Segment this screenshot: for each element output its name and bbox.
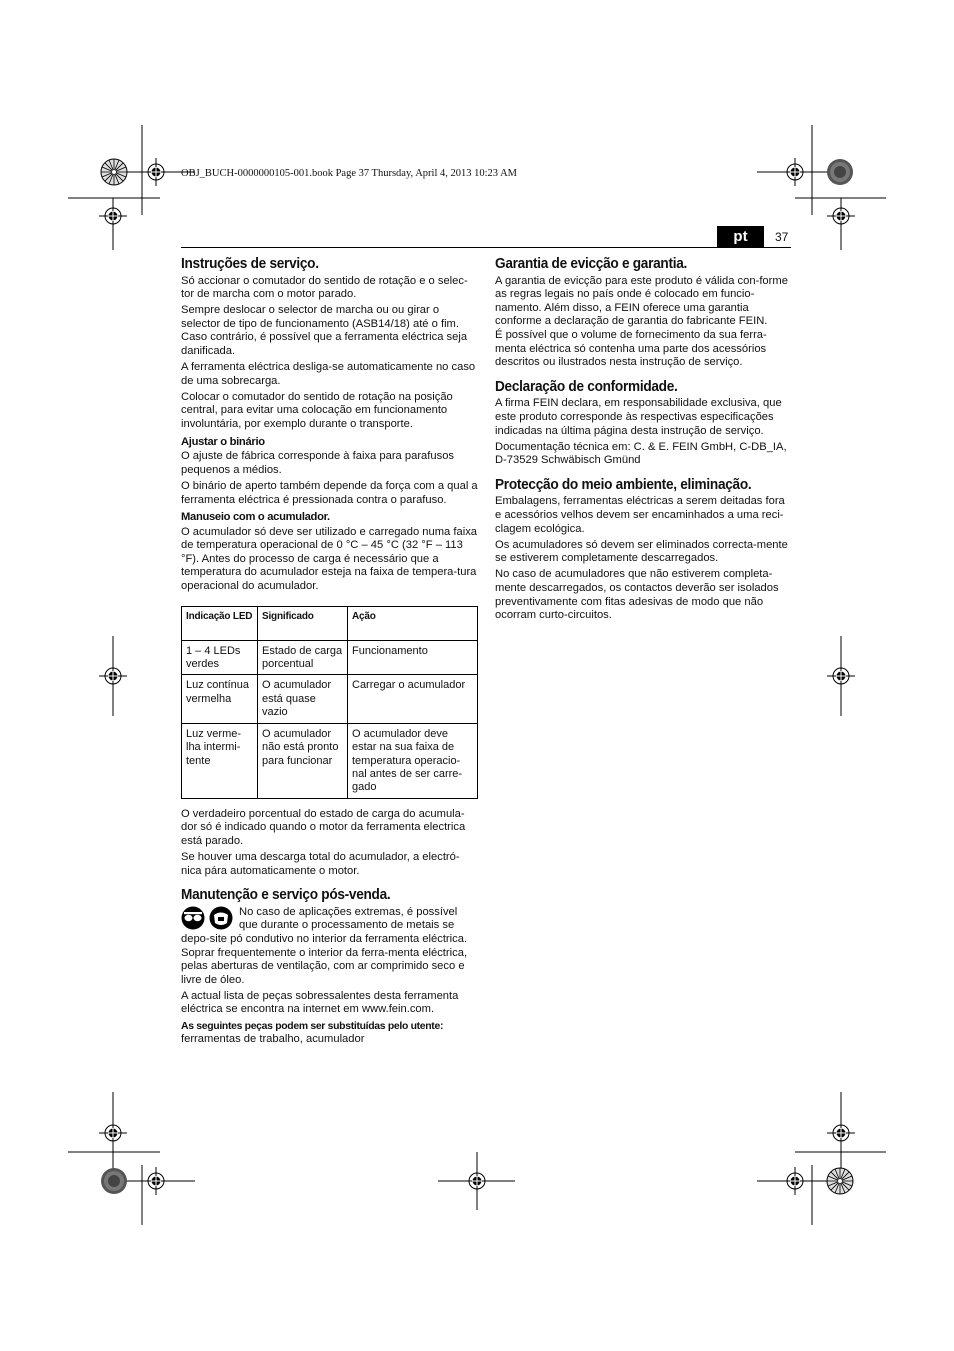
paragraph: Embalagens, ferramentas eléctricas a serem deitadas fora e acessórios velhos devem ser encaminhados a uma reci-clagem ecológica. — [495, 495, 785, 535]
table-cell: O acumulador deve estar na sua faixa de temperatura operacio-nal antes de ser carre-gado — [348, 723, 478, 798]
table-cell: Luz verme-lha intermi-tente — [182, 723, 258, 798]
paragraph: Os acumuladores só devem ser eliminados correcta-mente se estiverem completamente descarregados. — [495, 538, 788, 565]
paragraph: O acumulador só deve ser utilizado e carregado numa faixa de temperatura operacional de 0 °C – 45 °C (32 °F – 113 °F). Antes do processo de carga é necessário que a temperatura do acumulador esteja na faixa de tempera-tura operacional do acumulador. — [181, 525, 478, 593]
paragraph: Documentação técnica em: C. & E. FEIN GmbH, C-DB_IA, D-73529 Schwäbisch Gmünd — [495, 440, 787, 467]
paragraph: No caso de aplicações extremas, é possível que durante o processamento de metais se depo-site pó condutivo no interior da ferramenta eléctrica. Soprar frequentemente o interior da ferra-menta eléctrica, pelas aberturas de ventilação, com ar comprimido seco e livre de óleo. — [181, 905, 468, 986]
paragraph: Se houver uma descarga total do acumulador, a electró-nica pára automaticamente o motor. — [181, 851, 460, 877]
book-slug: OBJ_BUCH-0000000105-001.book Page 37 Thursday, April 4, 2013 10:23 AM — [181, 168, 517, 179]
section-title-manutencao: Manutenção e serviço pós-venda. — [181, 887, 391, 904]
paragraph: É possível que o volume de fornecimento da sua ferra-menta eléctrica só contenha uma parte dos acessórios descritos ou ilustrados nesta instrução de serviço. — [495, 328, 767, 369]
subsection-title-acumulador: Manuseio com o acumulador. — [181, 511, 330, 524]
paragraph: A firma FEIN declara, em responsabilidade exclusiva, que este produto corresponde às respectivas especificações indicadas na última página desta instrução de serviço. — [495, 397, 782, 437]
table-cell: Carregar o acumulador — [348, 675, 478, 723]
paragraph: ferramentas de trabalho, acumulador — [181, 1033, 365, 1046]
table-cell: O acumulador não está pronto para funcionar — [258, 723, 348, 798]
header-rule — [181, 247, 791, 248]
table-row — [182, 723, 478, 798]
paragraph: Colocar o comutador do sentido de rotação na posição central, para evitar uma colocação em funcionamento involuntária, por exemplo durante o transporte. — [181, 390, 453, 431]
language-badge: pt — [717, 226, 764, 247]
dust-mask-icon — [210, 906, 233, 929]
paragraph: O binário de aperto também depende da força com a qual a ferramenta eléctrica é pressionada contra o parafuso. — [181, 479, 478, 506]
paragraph: O verdadeiro porcentual do estado de carga do acumula-dor só é indicado quando o motor da ferramenta electrica está parado. — [181, 807, 466, 847]
safety-icons — [181, 906, 235, 930]
table-header-row — [182, 606, 478, 640]
paragraph: A ferramenta eléctrica desliga-se automaticamente no caso de uma sobrecarga. — [181, 361, 476, 387]
paragraph: A garantia de evicção para este produto é válida con-forme as regras legais no país onde é colocado em funcio-namento. Além disso, a FEIN oferece uma garantia conforme a declaração de garantia do fabricante FEIN. — [495, 274, 788, 328]
paragraph: A actual lista de peças sobressalentes desta ferramenta eléctrica se encontra na internet em www.fein.com. — [181, 989, 459, 1016]
section-title-ambiente: Protecção do meio ambiente, eliminação. — [495, 476, 752, 493]
led-indicator-table — [181, 606, 478, 799]
table-cell: 1 – 4 LEDs verdes — [182, 640, 258, 675]
section-title-instrucoes: Instruções de serviço. — [181, 256, 319, 272]
paragraph: O ajuste de fábrica corresponde à faixa para parafusos pequenos a médios. — [181, 450, 455, 476]
table-row — [182, 675, 478, 723]
table-header: Ação — [348, 606, 478, 640]
paragraph: Sempre deslocar o selector de marcha ou ou girar o selector de tipo de funcionamento (ASB14/18) até o fim. Caso contrário, é possível que a ferramenta eléctrica seja danificada. — [181, 304, 468, 358]
replaceable-parts-heading: As seguintes peças podem ser substituídas pelo utente: — [181, 1020, 444, 1032]
table-cell: O acumulador está quase vazio — [258, 675, 348, 723]
page-number: 37 — [775, 230, 789, 244]
section-title-conformidade: Declaração de conformidade. — [495, 378, 678, 395]
maintenance-block — [181, 906, 478, 988]
table-header: Significado — [258, 606, 348, 640]
paragraph: Só accionar o comutador do sentido de rotação e o selec-tor de marcha com o motor parado. — [181, 274, 468, 301]
table-cell: Funcionamento — [348, 640, 478, 675]
eye-protection-icon — [182, 906, 205, 929]
section-title-garantia: Garantia de evicção e garantia. — [495, 256, 688, 272]
subsection-title-binario: Ajustar o binário — [181, 435, 265, 448]
table-header: Indicação LED — [182, 606, 258, 640]
right-column — [495, 258, 792, 625]
table-row — [182, 640, 478, 675]
paragraph: No caso de acumuladores que não estiverem completa-mente descarregados, os contactos deverão ser isolados preventivamente com fitas adesivas de modo que não ocorram curto-circuitos. — [495, 568, 779, 622]
table-cell: Estado de carga porcentual — [258, 640, 348, 675]
left-column — [181, 258, 478, 1049]
table-cell: Luz contínua vermelha — [182, 675, 258, 723]
